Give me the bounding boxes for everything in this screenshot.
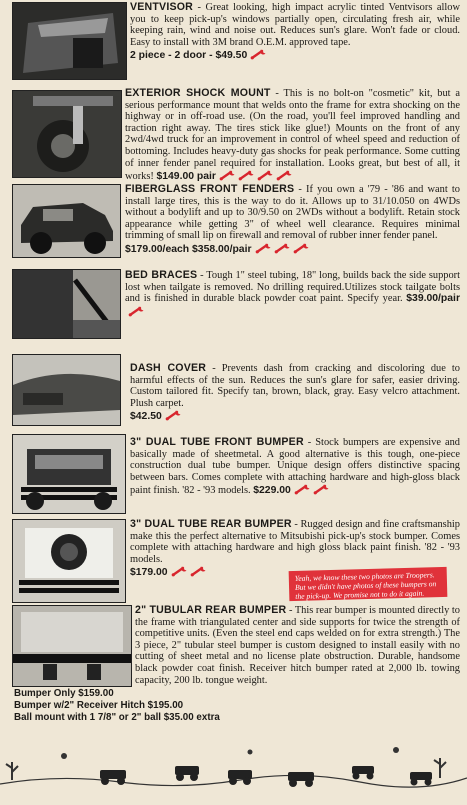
product-description: - This rear bumper is mounted directly to the frame with triangulated center and side supports for twice the strength of competitive units. (Even the steel end caps welded on for extra strength.) The 3 piece, 2" tubular steel bumper is custom designed to install easily with no cutting of sheet metal and no license plate obstruction. Durable, handsome black powder coat finish. Receiver hitch bumper rated at 2,000 lb. towing capacity, 200 lb. tongue weight. — [135, 605, 460, 686]
product-title: EXTERIOR SHOCK MOUNT — [125, 87, 271, 99]
ventvisor-photo — [12, 2, 127, 80]
product-title: 3" DUAL TUBE FRONT BUMPER — [130, 436, 304, 448]
product-description: - Rugged design and fine craftsmanship make this the perfect alternative to Mitsubishi pick-up's stock bumper. Comes complete with attaching hardware and high gloss black paint finish. '82 - '93 models. — [130, 519, 460, 565]
product-price: $179.00/each $358.00/pair — [125, 244, 252, 256]
product-title: DASH COVER — [130, 362, 207, 374]
product-description: - If you own a '79 - '86 and want to install large tires, this is the way to do it. Allows up to 31/10.050 on 4WDs without a bodylift and up to 30/9.50 on 2WDs without a bodylift. Retain stock appearance while getting 3" of wheel well clearance. Requires minimal trimming of small lip on firewall and removal of rubber inner fender panel. — [125, 184, 460, 242]
tubular-bumper-photo — [12, 605, 132, 687]
wrench-icon — [171, 565, 209, 581]
product-title: BED BRACES — [125, 269, 198, 281]
shock-mount-photo — [12, 90, 122, 178]
product-front-bumper — [8, 434, 460, 514]
product-shock-mount — [8, 87, 460, 183]
product-price: $229.00 — [253, 485, 291, 497]
trooper-photo-note: Yeah, we know these two photos are Troopers. But we didn't have photos of these bumpers on the pick-up. We promise not to do it again. — [289, 567, 448, 601]
product-title: 3" DUAL TUBE REAR BUMPER — [130, 518, 292, 530]
product-title: FIBERGLASS FRONT FENDERS — [125, 183, 295, 195]
price-line: Bumper w/2" Receiver Hitch $195.00 — [14, 700, 184, 711]
tubular-bumper-prices — [14, 688, 244, 724]
product-title: 2" TUBULAR REAR BUMPER — [135, 604, 287, 616]
product-ventvisor — [8, 2, 460, 80]
dash-cover-text — [130, 363, 460, 425]
product-description: - Stock bumpers are expensive and basically made of sheetmetal. A good alternative is this tough, one-piece construction dual tube bumper. Unique design offers distinctive spacing between bars. Comes complete with attaching hardware and high-gloss black paint finish. '82 - '93 models. — [130, 437, 460, 497]
ventvisor-text — [130, 2, 460, 64]
product-price: $179.00 — [130, 567, 168, 579]
wrench-icon — [165, 409, 184, 425]
front-bumper-text — [130, 437, 460, 499]
product-price: 2 piece - 2 door - $49.50 — [130, 50, 248, 62]
product-bed-braces — [8, 269, 460, 339]
product-dash-cover — [8, 354, 460, 426]
tubular-bumper-text — [135, 605, 460, 686]
product-fenders — [8, 184, 460, 266]
product-tubular-bumper — [8, 605, 460, 691]
product-price: $39.00/pair — [406, 293, 460, 305]
wrench-icon — [294, 483, 332, 499]
price-line: Bumper Only $159.00 — [14, 688, 114, 699]
product-description: - Great looking, high impact acrylic tinted Ventvisors allow you to keep pick-up's windows partially open, circulating fresh air, while keeping rain, wind and noise out. Reduces sun's glare. Won't fade or cloud. Easy to install with 3M brand O.E.M. approved tape. — [130, 2, 460, 48]
fenders-photo — [12, 184, 121, 258]
product-price: $149.00 pair — [156, 171, 216, 183]
front-bumper-photo — [12, 434, 126, 514]
wrench-icon — [128, 305, 147, 321]
product-description: - Prevents dash from cracking and discoloring due to harmful effects of the sun. Reduces the sun's glare for safer, easier driving. Custom tailored fit. Specify tan, brown, black, gray. Easy velcro attachment. Plush carpet. — [130, 363, 460, 409]
rear-bumper-photo — [12, 519, 126, 603]
dash-cover-photo — [12, 354, 121, 426]
product-price: $42.50 — [130, 411, 162, 423]
product-description: - This is no bolt-on "cosmetic" kit, but a serious performance mount that welds onto the frame for extra shocking on the highway or in off-road use. (On the road, you'll feel improved handling and traction right away. The tires stick like glue!) Mounts on the front of any 2wd/4wd truck for an improvement in control of wheel speed and reduction of bottoming. Includes heavy-duty gas shocks for peak performance. Some cutting of inner fender panel required for installation. Looks great, but best of all, it works! — [125, 88, 460, 183]
wrench-icon — [255, 242, 312, 258]
product-description: - Tough 1" steel tubing, 18" long, builds back the side support lost when tailgate is removed. No drilling required.Utilizes stock tailgate bolts and is finished in durable black powder coat paint. Specify year. — [125, 270, 460, 305]
bed-braces-text — [125, 270, 460, 320]
desert-illustration — [0, 736, 467, 800]
bed-braces-photo — [12, 269, 121, 339]
product-title: VENTVISOR — [130, 1, 194, 13]
price-line: Ball mount with 1 7/8" or 2" ball $35.00 extra — [14, 712, 220, 723]
wrench-icon — [250, 48, 269, 64]
shock-mount-text — [125, 88, 460, 185]
fenders-text — [125, 184, 460, 258]
